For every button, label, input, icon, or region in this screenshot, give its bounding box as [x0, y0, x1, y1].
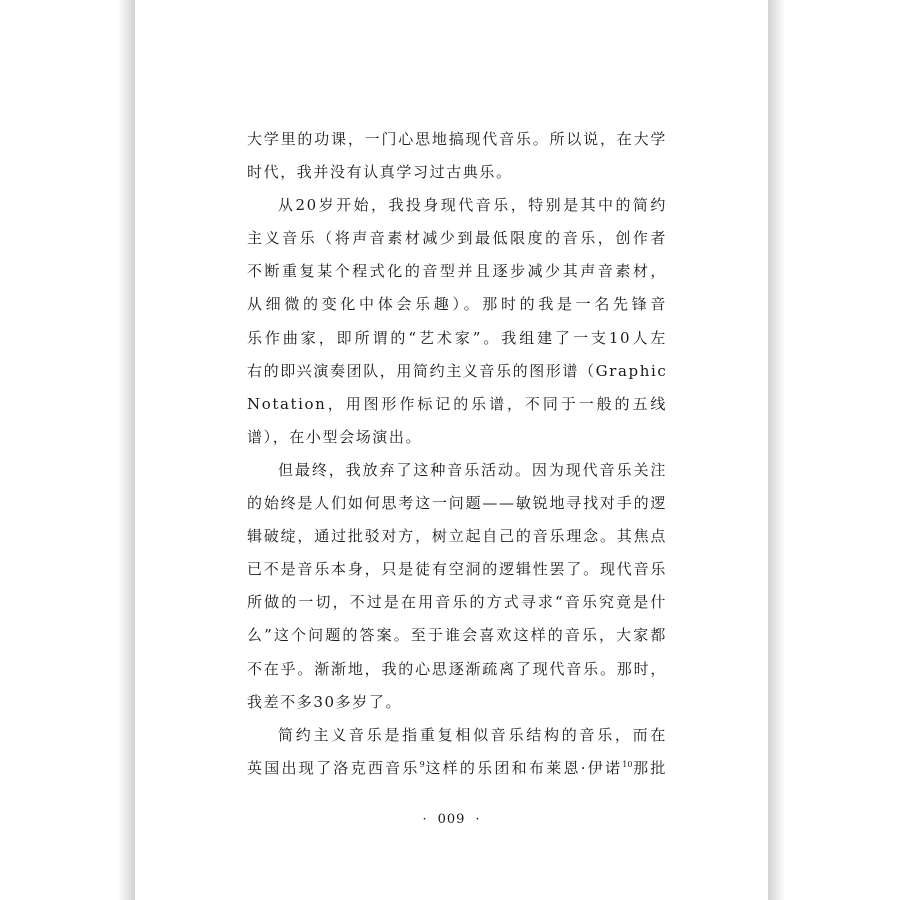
text-line: Notation，用图形作标记的乐谱，不同于一般的五线 — [247, 394, 667, 413]
text-segment: 英国出现了洛克西音乐 — [247, 758, 420, 777]
text-line: 谱），在小型会场演出。 — [247, 427, 423, 446]
folio-dot-right: · — [475, 812, 481, 827]
text-line: 么”这个问题的答案。至于谁会喜欢这样的音乐，大家都 — [247, 626, 667, 645]
text-line: 主义音乐（将声音素材减少到最低限度的音乐，创作者 — [247, 229, 667, 248]
text-line: 从细微的变化中体会乐趣）。那时的我是一名先锋音 — [247, 295, 667, 314]
text-line: 但最终，我放弃了这种音乐活动。因为现代音乐关注 — [278, 460, 667, 479]
body-text — [247, 123, 667, 785]
text-line: 的始终是人们如何思考这一问题——敏锐地寻找对手的逻 — [247, 494, 667, 513]
text-segment: 那批 — [632, 758, 667, 777]
text-line: 简约主义音乐是指重复相似音乐结构的音乐，而在 — [278, 725, 667, 744]
text-line: 辑破绽，通过批驳对方，树立起自己的音乐理念。其焦点 — [247, 527, 667, 546]
text-line: 已不是音乐本身，只是徒有空洞的逻辑性罢了。现代音乐 — [247, 560, 667, 579]
text-line: 所做的一切，不过是在用音乐的方式寻求“音乐究竟是什 — [247, 593, 667, 612]
text-line: 时代，我并没有认真学习过古典乐。 — [247, 163, 513, 182]
text-line: 大学里的功课，一门心思地搞现代音乐。所以说，在大学 — [247, 130, 667, 148]
footnote-marker[interactable]: 10 — [622, 759, 633, 769]
text-line: 乐作曲家，即所谓的“艺术家”。我组建了一支10人左 — [247, 328, 667, 347]
footnote-marker[interactable]: 9 — [419, 759, 425, 769]
text-line: 从20岁开始，我投身现代音乐，特别是其中的简约 — [278, 196, 667, 215]
page-shadow-right — [767, 0, 785, 900]
text-line: 不断重复某个程式化的音型并且逐步减少其声音素材， — [247, 262, 667, 281]
book-page — [135, 0, 768, 900]
page-number — [135, 812, 768, 827]
text-line-with-footnotes — [247, 752, 667, 785]
page-number-value: 009 — [437, 812, 466, 827]
text-line: 右的即兴演奏团队，用简约主义音乐的图形谱（Graphic — [247, 361, 668, 380]
text-line: 我差不多30多岁了。 — [247, 692, 403, 711]
page-shadow-left — [118, 0, 136, 900]
text-line: 不在乎。渐渐地，我的心思逐渐疏离了现代音乐。那时， — [247, 659, 667, 678]
text-segment: 这样的乐团和布莱恩·伊诺 — [424, 758, 623, 777]
folio-dot-left: · — [422, 812, 428, 827]
